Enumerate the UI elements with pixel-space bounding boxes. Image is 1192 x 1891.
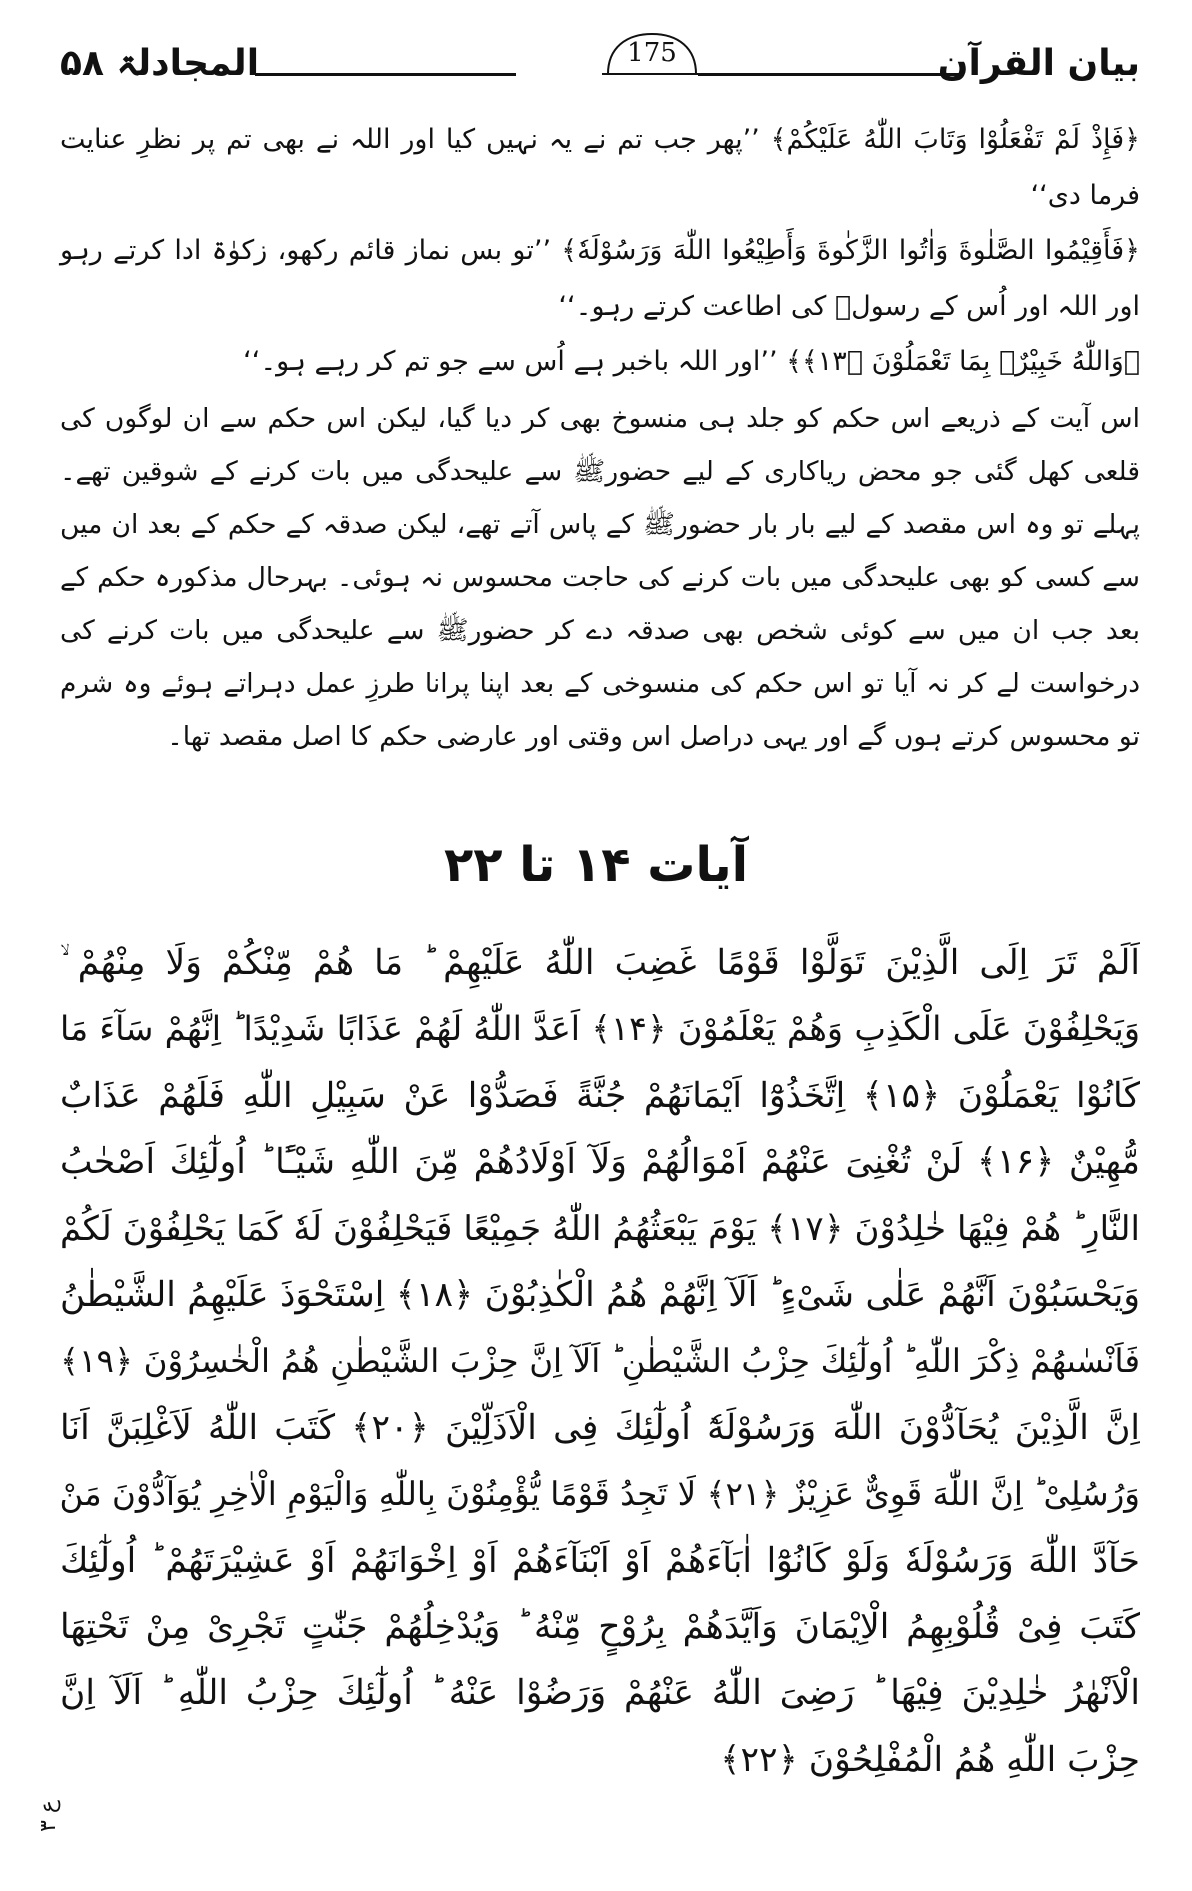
verse-line: حَآدَّ اللّٰهَ وَرَسُوْلَهٗ وَلَوْ كَانُوْٓا اٰبَآءَهُمْ اَوْ اَبْنَآءَهُمْ اَوْ اِخْوَانَهُمْ اَوْ عَشِيْرَتَهُمْ ؕ اُولٰٓئِكَ <box>60 1540 1140 1581</box>
header-rule-left <box>255 73 516 76</box>
page-header <box>60 28 1140 108</box>
header-rule-right <box>698 73 960 76</box>
verse-line: مُّهِيْنٌ ﴿۱۶﴾ لَنْ تُغْنِىَ عَنْهُمْ اَمْوَالُهُمْ وَلَآ اَوْلَادُهُمْ مِّنَ اللّٰهِ شَيْـًٔا ؕ اُولٰٓئِكَ اَصْحٰبُ <box>60 1142 1140 1183</box>
page-number-badge <box>600 28 704 80</box>
translation-body <box>60 112 1140 763</box>
verse-line: الْاَنْهٰرُ خٰلِدِيْنَ فِيْهَا ؕ رَضِىَ اللّٰهُ عَنْهُمْ وَرَضُوْا عَنْهُ ؕ اُولٰٓئِكَ حِزْبُ اللّٰهِ ؕ اَلَآ اِنَّ <box>60 1673 1140 1714</box>
verse-line: وَيَحْسَبُوْنَ اَنَّهُمْ عَلٰى شَىْءٍ ؕ اَلَآ اِنَّهُمْ هُمُ الْكٰذِبُوْنَ ﴿۱۸﴾ اِسْتَحْوَذَ عَلَيْهِمُ الشَّيْطٰنُ <box>60 1275 1140 1316</box>
verses-block <box>60 930 1140 1793</box>
verse-line: النَّارِ ؕ هُمْ فِيْهَا خٰلِدُوْنَ ﴿۱۷﴾ يَوْمَ يَبْعَثُهُمُ اللّٰهُ جَمِيْعًا فَيَحْلِفُوْنَ لَهٗ كَمَا يَحْلِفُوْنَ لَكُمْ <box>60 1208 1140 1249</box>
verse-line: كَتَبَ فِىْ قُلُوْبِهِمُ الْاِيْمَانَ وَاَيَّدَهُمْ بِرُوْحٍ مِّنْهُ ؕ وَيُدْخِلُهُمْ جَنّٰتٍ تَجْرِىْ مِنْ تَحْتِهَا <box>60 1607 1140 1648</box>
section-heading: آیات ۱۴ تا ۲۲ <box>443 837 749 893</box>
verse-line: وَيَحْلِفُوْنَ عَلَى الْكَذِبِ وَهُمْ يَعْلَمُوْنَ ﴿۱۴﴾ اَعَدَّ اللّٰهُ لَهُمْ عَذَابًا شَدِيْدًا ؕ اِنَّهُمْ سَآءَ مَا <box>60 1009 1140 1049</box>
verse-line: حِزْبَ اللّٰهِ هُمُ الْمُفْلِحُوْنَ ﴿۲۲﴾ <box>720 1739 1140 1780</box>
translation-paragraph-1: ﴿فَإِذْ لَمْ تَفْعَلُوْا وَتَابَ اللّٰهُ عَلَيْكُمْ﴾ ’’پھر جب تم نے یہ نہیں کیا اور اللہ نے بھی تم پر نظرِ عنایت فرما دی‘‘ <box>60 124 1140 211</box>
commentary-paragraph: اس آیت کے ذریعے اس حکم کو جلد ہی منسوخ بھی کر دیا گیا، لیکن اس حکم سے ان لوگوں کی قلعی کھل گئی جو محض ریاکاری کے لیے حضورﷺ سے علیحدگی میں بات کرنے کے شوقین تھے۔ پہلے تو وہ اس مقصد کے لیے بار بار حضورﷺ کے پاس آتے تھے، لیکن صدقہ کے حکم کے بعد ان میں سے کسی کو بھی علیحدگی میں بات کرنے کی حاجت محسوس نہ ہوئی۔ بہرحال مذکورہ حکم کے بعد جب ان میں سے کوئی شخص بھی صدقہ دے کر حضورﷺ سے علیحدگی میں بات کرنے کی درخواست لے کر نہ آیا تو اس حکم کی منسوخی کے بعد اپنا پرانا طرزِ عمل دہراتے ہوئے وہ شرم تو محسوس کرتے ہوں گے اور یہی دراصل اس وقتی اور عارضی حکم کا اصل مقصد تھا۔ <box>60 402 1140 752</box>
ruku-margin-marker: ع ۳ <box>36 1800 61 1832</box>
translation-paragraph-2: ﴿فَأَقِيْمُوا الصَّلٰوةَ وَاٰتُوا الزَّكٰوةَ وَأَطِيْعُوا اللّٰهَ وَرَسُوْلَهٗ﴾ ’’تو بس نماز قائم رکھو، زکوٰۃ ادا کرتے رہو اور اللہ اور اُس کے رسولؐ کی اطاعت کرتے رہو۔‘‘ <box>60 235 1140 322</box>
book-title: بیان القرآن <box>937 43 1140 84</box>
verse-line: اِنَّ الَّذِيْنَ يُحَآدُّوْنَ اللّٰهَ وَرَسُوْلَهٗٓ اُولٰٓئِكَ فِى الْاَذَلِّيْنَ ﴿۲۰﴾ كَتَبَ اللّٰهُ لَاَغْلِبَنَّ اَنَا <box>60 1407 1140 1448</box>
verse-line: وَرُسُلِىْ ؕ اِنَّ اللّٰهَ قَوِىٌّ عَزِيْزٌ ﴿۲۱﴾ لَا تَجِدُ قَوْمًا يُّؤْمِنُوْنَ بِاللّٰهِ وَالْيَوْمِ الْاٰخِرِ يُوَآدُّوْنَ مَنْ <box>60 1475 1140 1514</box>
verse-line: اَلَمْ تَرَ اِلَى الَّذِيْنَ تَوَلَّوْا قَوْمًا غَضِبَ اللّٰهُ عَلَيْهِمْ ؕ مَا هُمْ مِّنْكُمْ وَلَا مِنْهُمْ ۙ <box>60 943 1140 983</box>
page-number: 175 <box>627 38 677 68</box>
verse-line: فَاَنْسٰىهُمْ ذِكْرَ اللّٰهِ ؕ اُولٰٓئِكَ حِزْبُ الشَّيْطٰنِ ؕ اَلَآ اِنَّ حِزْبَ الشَّيْطٰنِ هُمُ الْخٰسِرُوْنَ ﴿۱۹﴾ <box>60 1342 1140 1381</box>
surah-label: المجادلۃ ۵۸ <box>60 43 260 84</box>
translation-paragraph-3: ﴿وَاللّٰهُ خَبِيْرٌۢ بِمَا تَعْمَلُوْنَ ﴿۱۳﴾﴾ ’’اور اللہ باخبر ہے اُس سے جو تم کر رہے ہو۔‘‘ <box>243 346 1140 377</box>
verse-line: كَانُوْا يَعْمَلُوْنَ ﴿۱۵﴾ اِتَّخَذُوْٓا اَيْمَانَهُمْ جُنَّةً فَصَدُّوْا عَنْ سَبِيْلِ اللّٰهِ فَلَهُمْ عَذَابٌ <box>60 1075 1140 1116</box>
